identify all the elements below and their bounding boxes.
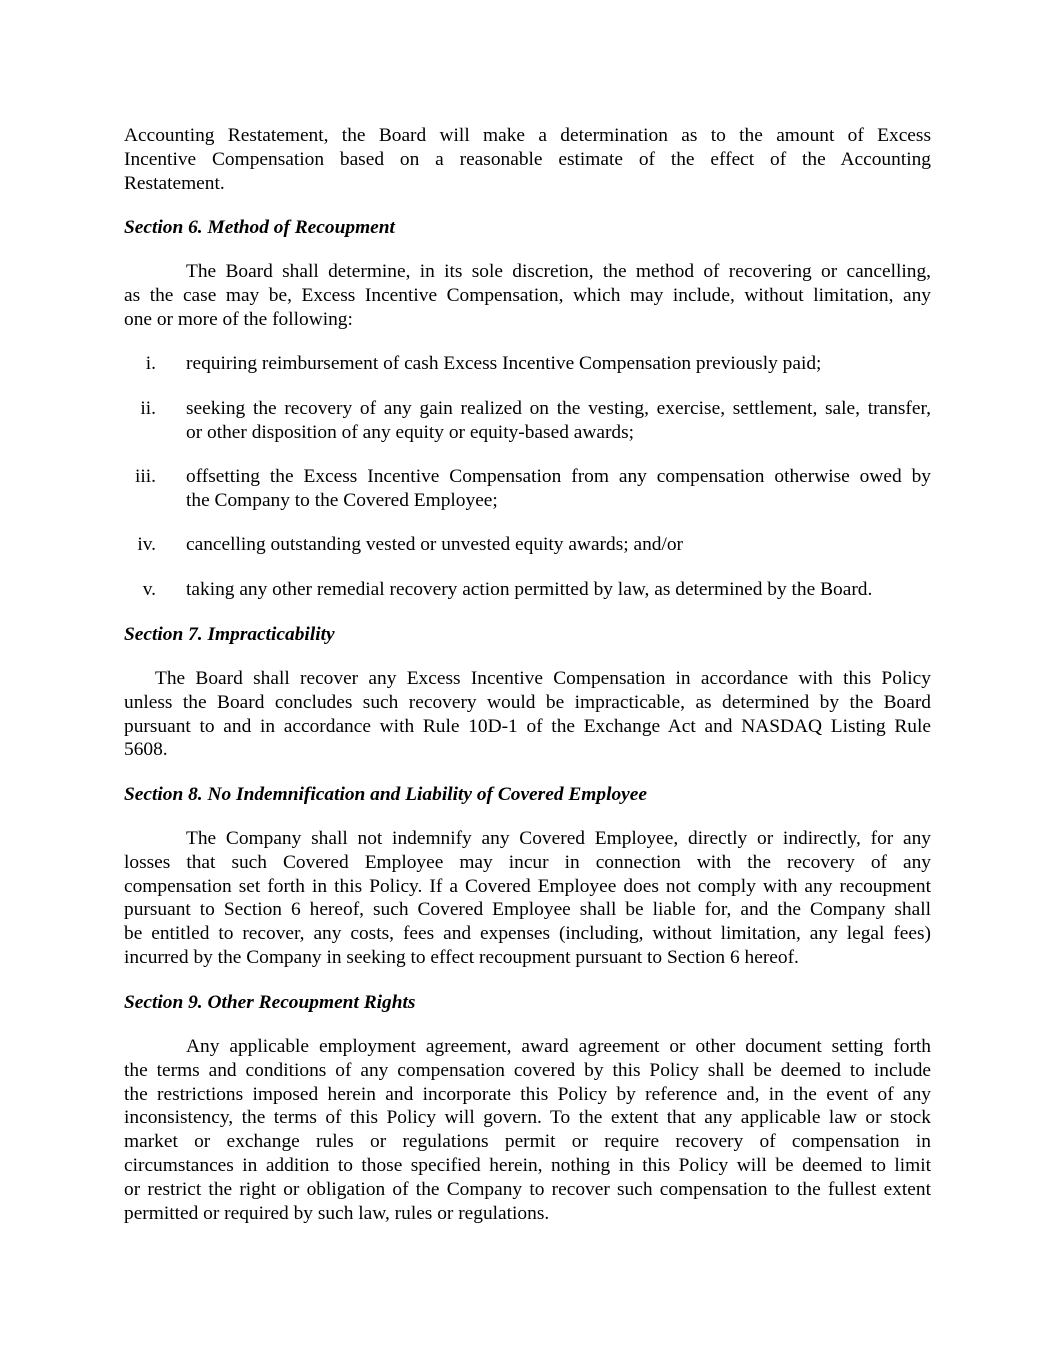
- text-line: market or exchange rules or regulations permit or require recovery of compensation in: [124, 1131, 931, 1153]
- paragraph: [124, 1035, 931, 1225]
- text-line: cancelling outstanding vested or unvested equity awards; and/or: [186, 534, 684, 555]
- text-line: the restrictions imposed herein and incorporate this Policy by reference and, in the event of any: [124, 1083, 931, 1105]
- text-line: losses that such Covered Employee may incur in connection with the recovery of any: [124, 851, 931, 873]
- text-line: pursuant to and in accordance with Rule 10D-1 of the Exchange Act and NASDAQ Listing Rule: [124, 715, 931, 737]
- paragraph: [124, 124, 931, 195]
- list-text: [186, 397, 931, 445]
- text-line: The Company shall not indemnify any Covered Employee, directly or indirectly, for any: [186, 828, 931, 849]
- text-line: circumstances in addition to those specified herein, nothing in this Policy will be deemed to limit: [124, 1154, 931, 1176]
- text-line: offsetting the Excess Incentive Compensation from any compensation otherwise owed by: [186, 466, 931, 487]
- text-line: Accounting Restatement, the Board will make a determination as to the amount of Excess: [124, 125, 931, 146]
- text-line: Any applicable employment agreement, award agreement or other document setting forth: [186, 1036, 931, 1057]
- text-line: one or more of the following:: [124, 308, 353, 330]
- list-text: [186, 533, 931, 557]
- list-number: iv.: [137, 534, 156, 555]
- list-number: i.: [145, 353, 156, 374]
- text-line: compensation set forth in this Policy. If a Covered Employee does not comply with any recoupment: [124, 875, 931, 897]
- text-line: Restatement.: [124, 172, 225, 194]
- text-line: 5608.: [124, 739, 168, 761]
- list-text: [186, 352, 931, 376]
- text-line: requiring reimbursement of cash Excess Incentive Compensation previously paid;: [186, 353, 822, 374]
- paragraph: [124, 827, 931, 970]
- list-number: iii.: [134, 466, 156, 487]
- section-heading: Section 8. No Indemnification and Liability of Covered Employee: [124, 784, 647, 805]
- section-heading: Section 6. Method of Recoupment: [124, 217, 395, 238]
- text-line: The Board shall determine, in its sole discretion, the method of recovering or cancelling,: [186, 261, 931, 282]
- text-line: Incentive Compensation based on a reasonable estimate of the effect of the Accounting: [124, 148, 931, 170]
- list-text: [186, 465, 931, 513]
- list-number: v.: [142, 579, 156, 600]
- paragraph: [124, 667, 931, 762]
- paragraph: [124, 260, 931, 331]
- text-line: as the case may be, Excess Incentive Compensation, which may include, without limitation, any: [124, 284, 931, 306]
- text-line: be entitled to recover, any costs, fees and expenses (including, without limitation, any legal fees): [124, 923, 931, 945]
- text-line: permitted or required by such law, rules or regulations.: [124, 1202, 550, 1224]
- list-text: [186, 578, 931, 602]
- text-line: inconsistency, the terms of this Policy will govern. To the extent that any applicable law or stock: [124, 1107, 931, 1129]
- text-line: taking any other remedial recovery action permitted by law, as determined by the Board.: [186, 579, 873, 600]
- text-line: The Board shall recover any Excess Incentive Compensation in accordance with this Policy: [155, 668, 931, 689]
- text-line: pursuant to Section 6 hereof, such Covered Employee shall be liable for, and the Company shall: [124, 899, 931, 921]
- section-heading: Section 9. Other Recoupment Rights: [124, 992, 416, 1013]
- text-line: or restrict the right or obligation of the Company to recover such compensation to the fullest extent: [124, 1178, 931, 1200]
- text-line: unless the Board concludes such recovery would be impracticable, as determined by the Board: [124, 691, 931, 713]
- text-line: or other disposition of any equity or equity-based awards;: [186, 421, 635, 443]
- text-line: the terms and conditions of any compensation covered by this Policy shall be deemed to include: [124, 1059, 931, 1081]
- text-line: seeking the recovery of any gain realized on the vesting, exercise, settlement, sale, transfer,: [186, 398, 931, 419]
- section-heading: Section 7. Impracticability: [124, 624, 335, 645]
- list-number: ii.: [140, 398, 156, 419]
- text-line: incurred by the Company in seeking to effect recoupment pursuant to Section 6 hereof.: [124, 946, 799, 968]
- text-line: the Company to the Covered Employee;: [186, 489, 498, 511]
